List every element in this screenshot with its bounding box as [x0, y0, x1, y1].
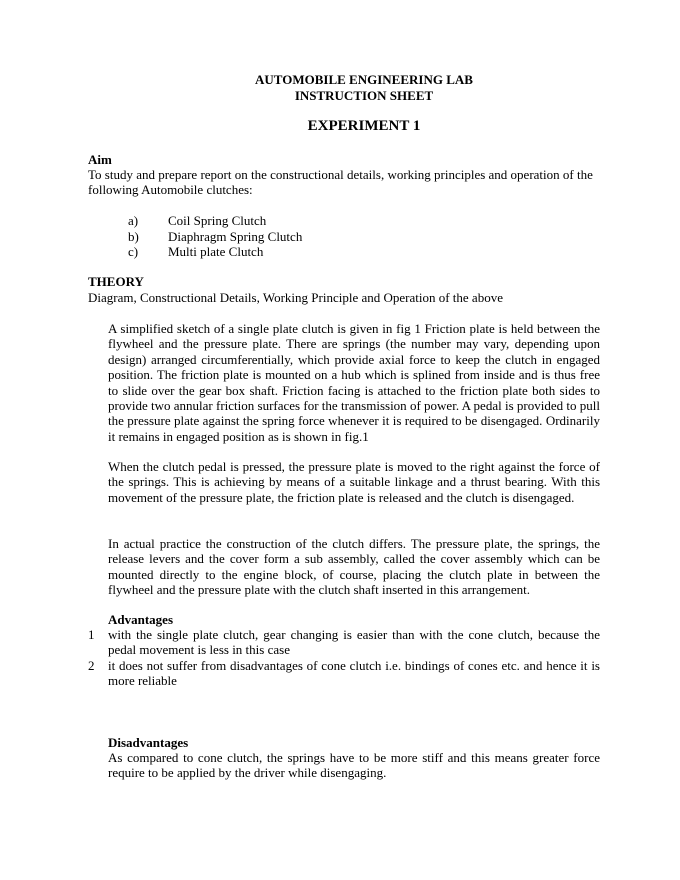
experiment-title: EXPERIMENT 1	[307, 118, 421, 134]
list-item-text: it does not suffer from disadvantages of cone clutch i.e. bindings of cones etc. and hence it is more reliable	[108, 657, 600, 689]
aim-text: To study and prepare report on the constructional details, working principles and operation of the following Automobile clutches:	[88, 167, 593, 198]
advantages-list	[88, 627, 600, 689]
clutch-list	[128, 213, 302, 260]
list-item	[128, 229, 302, 245]
theory-heading: THEORY	[88, 274, 144, 289]
list-marker: c)	[128, 244, 139, 259]
theory-paragraph: A simplified sketch of a single plate clutch is given in fig 1 Friction plate is held between the flywheel and the pressure plate. There are springs (the number may vary, depending upon design) arranged circumferentially, which provide axial force to keep the clutch in engaged position. The friction plate is mounted on a hub which is splined from inside and is thus free to slide over the gear box shaft. Friction facing is attached to the friction plate both sides to provide two annular friction surfaces for the transmission of power. A pedal is provided to pull the pressure plate against the spring force whenever it is required to be disengaged. Ordinarily it remains in engaged position as is shown in fig.1	[108, 321, 600, 444]
lab-title: AUTOMOBILE ENGINEERING LAB	[255, 72, 473, 87]
disadvantages-heading: Disadvantages	[108, 735, 189, 750]
theory-paragraph: When the clutch pedal is pressed, the pressure plate is moved to the right against the force of the springs. This is achieving by means of a suitable linkage and a thrust bearing. With this movement of the pressure plate, the friction plate is released and the clutch is disengaged.	[108, 459, 600, 505]
list-item	[88, 658, 600, 689]
list-item	[88, 627, 600, 658]
list-marker: a)	[128, 213, 139, 228]
list-item	[128, 213, 302, 229]
list-item-text: with the single plate clutch, gear changing is easier than with the cone clutch, because the pedal movement is less in this case	[108, 627, 600, 658]
disadvantages-text: As compared to cone clutch, the springs have to be more stiff and this means greater force require to be applied by the driver while disengaging.	[108, 750, 600, 781]
advantages-heading: Advantages	[108, 612, 174, 627]
list-item-label: Diaphragm Spring Clutch	[168, 228, 303, 244]
sheet-title: INSTRUCTION SHEET	[294, 88, 434, 103]
list-number: 2	[88, 657, 95, 673]
list-marker: b)	[128, 228, 139, 244]
theory-paragraph: In actual practice the construction of the clutch differs. The pressure plate, the springs, the release levers and the cover form a sub assembly, called the cover assembly which can be mounted directly to the engine block, of course, placing the clutch plate in between the flywheel and the pressure plate with the clutch shaft inserted in this arrangement.	[108, 536, 600, 598]
list-item-label: Coil Spring Clutch	[168, 213, 267, 228]
aim-heading: Aim	[88, 152, 112, 167]
list-number: 1	[88, 627, 95, 642]
list-item	[128, 244, 302, 260]
list-item-label: Multi plate Clutch	[168, 244, 264, 259]
theory-subtitle: Diagram, Constructional Details, Working Principle and Operation of the above	[88, 290, 503, 305]
